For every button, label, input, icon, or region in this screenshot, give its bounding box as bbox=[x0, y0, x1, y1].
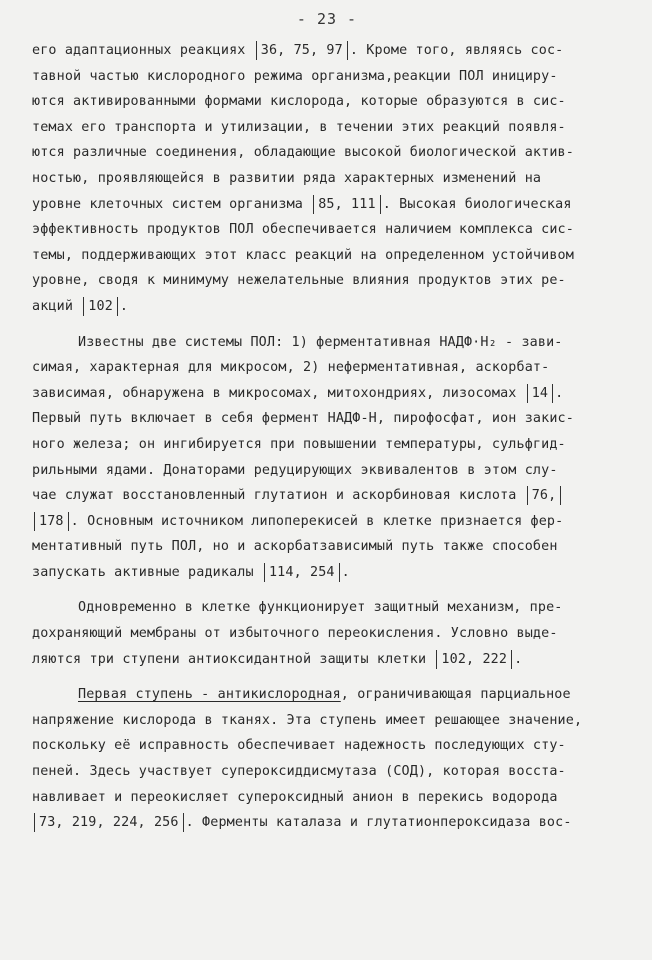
line-text: темах его транспорта и утилизации, в течении этих реакций появля- bbox=[32, 119, 566, 135]
text-line bbox=[32, 759, 622, 785]
text-line bbox=[32, 294, 622, 320]
line-text: Известны две системы ПОЛ: 1) ферментативная НАДФ·Н₂ - зави- bbox=[78, 334, 563, 350]
citation-reference: 14 bbox=[527, 384, 553, 403]
text-line bbox=[32, 647, 622, 673]
text-line bbox=[32, 115, 622, 141]
paragraph bbox=[32, 682, 622, 836]
text-line bbox=[32, 733, 622, 759]
page-number: - 23 - bbox=[296, 10, 358, 28]
line-text: Одновременно в клетке функционирует защитный механизм, пре- bbox=[78, 600, 563, 616]
citation-reference: 114, 254 bbox=[264, 563, 340, 582]
line-text: ляются три ступени антиоксидантной защиты клетки bbox=[32, 651, 435, 667]
citation-reference: 76, bbox=[527, 486, 562, 505]
line-text: ностью, проявляющейся в развитии ряда характерных изменений на bbox=[32, 170, 542, 186]
line-text: акций bbox=[32, 298, 82, 314]
line-text: . Высокая биологическая bbox=[382, 196, 572, 212]
line-text: . bbox=[514, 651, 523, 667]
text-line bbox=[32, 217, 622, 243]
text-line bbox=[32, 64, 622, 90]
line-text: уровне клеточных систем организма bbox=[32, 196, 312, 212]
citation-reference: 85, 111 bbox=[313, 195, 380, 214]
paragraph bbox=[32, 330, 622, 586]
line-text: эффективность продуктов ПОЛ обеспечивается наличием комплекса сис- bbox=[32, 222, 574, 238]
line-text: . bbox=[555, 385, 564, 401]
line-text: . bbox=[119, 298, 129, 314]
text-line bbox=[32, 381, 622, 407]
line-text: поскольку её исправность обеспечивает надежность последующих сту- bbox=[32, 738, 566, 754]
line-text: ментативный путь ПОЛ, но и аскорбатзависимый путь также способен bbox=[32, 539, 558, 555]
text-line bbox=[32, 785, 622, 811]
line-text: темы, поддерживающих этот класс реакций на определенном устойчивом bbox=[32, 247, 574, 263]
text-line bbox=[32, 810, 622, 836]
line-text: ются активированными формами кислорода, которые образуются в сис- bbox=[32, 94, 566, 110]
text-line bbox=[32, 621, 622, 647]
citation-reference: 178 bbox=[34, 512, 69, 531]
line-text: навливает и переокисляет супероксидный анион в перекись водорода bbox=[32, 789, 558, 805]
text-line bbox=[32, 595, 622, 621]
body-text bbox=[32, 38, 622, 836]
text-line bbox=[32, 268, 622, 294]
citation-reference: 102 bbox=[83, 297, 118, 316]
line-text: его адаптационных реакциях bbox=[32, 43, 254, 58]
text-line bbox=[32, 458, 622, 484]
line-text: напряжение кислорода в тканях. Эта ступень имеет решающее значение, bbox=[32, 712, 583, 728]
line-text: пеней. Здесь участвует супероксиддисмутаза (СОД), которая восста- bbox=[32, 764, 566, 780]
text-line bbox=[32, 406, 622, 432]
line-text: Первый путь включает в себя фермент НАДФ-Н, пирофосфат, ион закис- bbox=[32, 411, 574, 427]
text-line bbox=[32, 682, 622, 708]
text-line bbox=[32, 708, 622, 734]
text-line bbox=[32, 534, 622, 560]
line-text: уровне, сводя к минимуму нежелательные влияния продуктов этих ре- bbox=[32, 273, 566, 289]
text-line bbox=[32, 355, 622, 381]
text-line bbox=[32, 560, 622, 586]
line-text: чае служат восстановленный глутатион и аскорбиновая кислота bbox=[32, 488, 525, 504]
line-text: ного железа; он ингибируется при повышении температуры, сульфгид- bbox=[32, 436, 566, 452]
line-text: дохраняющий мембраны от избыточного переокисления. Условно выде- bbox=[32, 626, 558, 642]
line-text: . bbox=[341, 564, 350, 580]
line-text: зависимая, обнаружена в микросомах, митохондриях, лизосомах bbox=[32, 385, 525, 401]
paragraph bbox=[32, 595, 622, 672]
line-text: тавной частью кислородного режима организма,реакции ПОЛ инициру- bbox=[32, 68, 558, 84]
text-line bbox=[32, 166, 622, 192]
line-text: рильными ядами. Донаторами редуцирующих эквивалентов в этом слу- bbox=[32, 462, 558, 478]
paragraph bbox=[32, 38, 622, 320]
text-line bbox=[32, 38, 622, 64]
text-line bbox=[32, 483, 622, 509]
underlined-heading: Первая ступень - антикислородная bbox=[78, 687, 341, 703]
text-line bbox=[32, 330, 622, 356]
line-text: запускать активные радикалы bbox=[32, 564, 262, 580]
line-text: . Ферменты каталаза и глутатионпероксидаза вос- bbox=[185, 815, 572, 831]
line-text: . Кроме того, являясь сос- bbox=[349, 43, 564, 58]
text-line bbox=[32, 89, 622, 115]
citation-reference: 36, 75, 97 bbox=[256, 41, 348, 60]
line-text: ются различные соединения, обладающие высокой биологической актив- bbox=[32, 145, 574, 161]
line-text: симая, характерная для микросом, 2) неферментативная, аскорбат- bbox=[32, 360, 550, 376]
text-line bbox=[32, 140, 622, 166]
citation-reference: 73, 219, 224, 256 bbox=[34, 813, 184, 832]
text-line bbox=[32, 432, 622, 458]
text-line bbox=[32, 192, 622, 218]
line-text: . Основным источником липоперекисей в клетке признается фер- bbox=[70, 513, 564, 529]
line-text: , ограничивающая парциальное bbox=[340, 687, 571, 703]
text-line bbox=[32, 509, 622, 535]
citation-reference: 102, 222 bbox=[436, 650, 512, 669]
text-line bbox=[32, 243, 622, 269]
